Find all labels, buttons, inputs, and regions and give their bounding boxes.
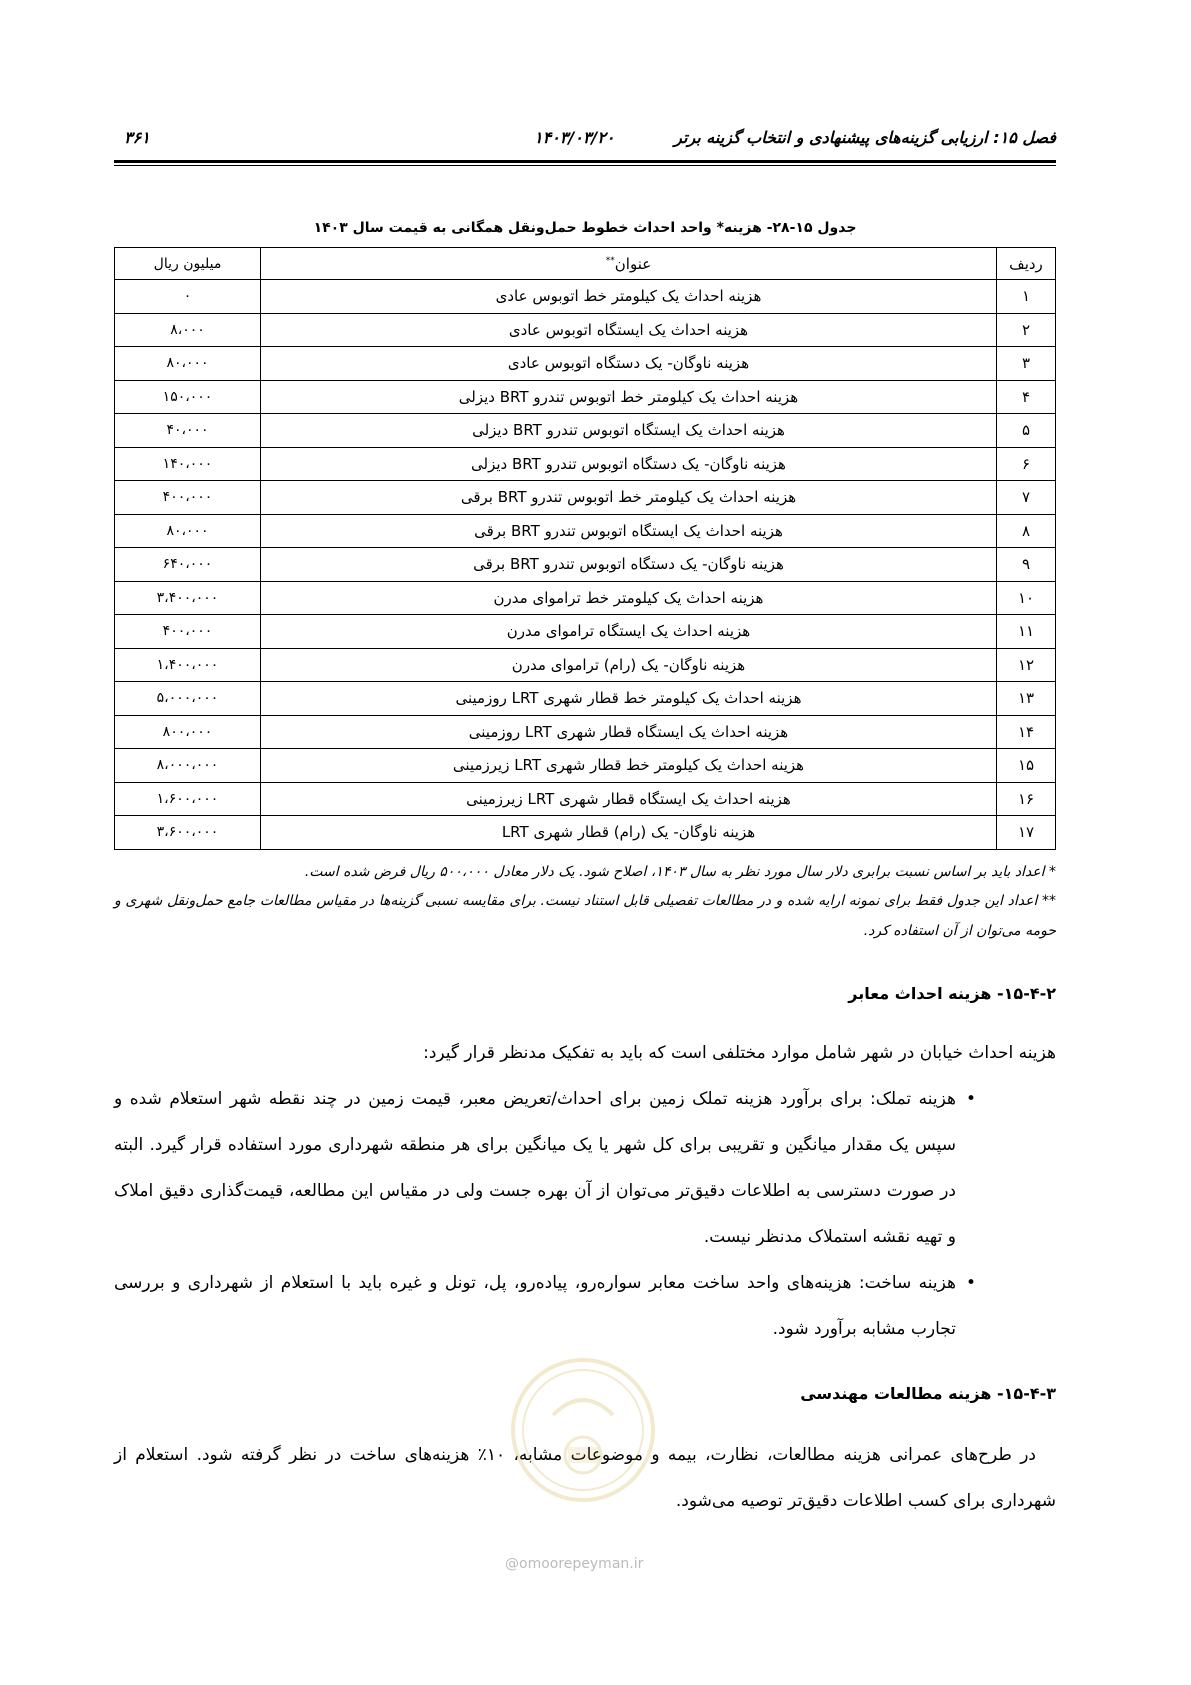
row-value: ۸۰،۰۰۰ xyxy=(115,514,261,548)
row-title: هزینه احداث یک ایستگاه اتوبوس عادی xyxy=(261,313,997,347)
row-value: ۳،۴۰۰،۰۰۰ xyxy=(115,581,261,615)
table-row xyxy=(115,682,1056,716)
header-divider-thin xyxy=(114,165,1056,166)
row-idx: ۱۶ xyxy=(997,782,1056,816)
table-row xyxy=(115,514,1056,548)
row-title: هزینه احداث یک ایستگاه اتوبوس تندرو BRT دیزلی xyxy=(261,414,997,448)
cost-bullet-list xyxy=(114,1076,1056,1352)
row-value: ۶۴۰،۰۰۰ xyxy=(115,548,261,582)
table-caption: جدول ۱۵-۲۸- هزینه* واحد احداث خطوط حمل‌ونقل همگانی به قیمت سال ۱۴۰۳ xyxy=(313,220,857,236)
row-title: هزینه احداث یک کیلومتر خط اتوبوس تندرو BRT برقی xyxy=(261,481,997,515)
watermark-logo-icon xyxy=(508,1355,658,1505)
row-value: ۰ xyxy=(115,280,261,314)
table-row xyxy=(115,548,1056,582)
row-title: هزینه احداث یک کیلومتر خط اتوبوس تندرو BRT دیزلی xyxy=(261,380,997,414)
watermark-url: @omoorepeyman.ir xyxy=(505,1556,644,1572)
table-row xyxy=(115,313,1056,347)
table-row xyxy=(115,581,1056,615)
row-title: هزینه احداث یک کیلومتر خط قطار شهری LRT زیرزمینی xyxy=(261,749,997,783)
row-title: هزینه احداث یک ایستگاه قطار شهری LRT زیرزمینی xyxy=(261,782,997,816)
row-idx: ۵ xyxy=(997,414,1056,448)
row-value: ۸۰۰،۰۰۰ xyxy=(115,715,261,749)
table-row xyxy=(115,280,1056,314)
header-date: ۱۴۰۳/۰۳/۲۰ xyxy=(534,128,615,147)
row-idx: ۱۲ xyxy=(997,648,1056,682)
table-row xyxy=(115,380,1056,414)
table-note-1: * اعداد باید بر اساس نسبت برابری دلار سال مورد نظر به سال ۱۴۰۳، اصلاح شود. یک دلار معادل ۵۰۰،۰۰۰ ریال فرض شده است. xyxy=(304,864,1056,880)
row-title: هزینه احداث یک ایستگاه تراموای مدرن xyxy=(261,615,997,649)
row-title: هزینه احداث یک ایستگاه اتوبوس تندرو BRT برقی xyxy=(261,514,997,548)
row-value: ۱،۶۰۰،۰۰۰ xyxy=(115,782,261,816)
row-idx: ۴ xyxy=(997,380,1056,414)
row-title: هزینه ناوگان- یک دستگاه اتوبوس تندرو BRT دیزلی xyxy=(261,447,997,481)
row-value: ۳،۶۰۰،۰۰۰ xyxy=(115,816,261,850)
row-idx: ۶ xyxy=(997,447,1056,481)
table-row xyxy=(115,816,1056,850)
row-value: ۱۵۰،۰۰۰ xyxy=(115,380,261,414)
row-value: ۴۰۰،۰۰۰ xyxy=(115,615,261,649)
bullet-item-construction: • هزینه ساخت: هزینه‌های واحد ساخت معابر سواره‌رو، پیاده‌رو، پل، تونل و غیره باید با استعلام از شهرداری و بررسی تجارب مشابه برآورد شود. xyxy=(114,1260,1056,1352)
row-title: هزینه احداث یک ایستگاه قطار شهری LRT روزمینی xyxy=(261,715,997,749)
header-divider xyxy=(114,160,1056,163)
header-title-mark: ** xyxy=(605,255,615,266)
row-title: هزینه ناوگان- یک (رام) قطار شهری LRT xyxy=(261,816,997,850)
row-idx: ۹ xyxy=(997,548,1056,582)
chapter-title: فصل ۱۵: ارزیابی گزینه‌های پیشنهادی و انتخاب گزینه برتر xyxy=(674,128,1056,147)
table-row xyxy=(115,648,1056,682)
page-header xyxy=(114,128,1056,154)
row-title: هزینه احداث یک کیلومتر خط قطار شهری LRT روزمینی xyxy=(261,682,997,716)
table-row xyxy=(115,447,1056,481)
table-row xyxy=(115,414,1056,448)
row-value: ۴۰،۰۰۰ xyxy=(115,414,261,448)
row-idx: ۱۵ xyxy=(997,749,1056,783)
header-idx: ردیف xyxy=(997,248,1056,280)
row-title: هزینه ناوگان- یک دستگاه اتوبوس تندرو BRT برقی xyxy=(261,548,997,582)
row-idx: ۱۳ xyxy=(997,682,1056,716)
row-idx: ۱۰ xyxy=(997,581,1056,615)
table-row xyxy=(115,715,1056,749)
section-heading-engineering: ۱۵-۴-۳- هزینه مطالعات مهندسی xyxy=(800,1384,1056,1403)
row-value: ۱۴۰،۰۰۰ xyxy=(115,447,261,481)
engineering-paragraph: در طرح‌های عمرانی هزینه مطالعات، نظارت، بیمه و موضوعات مشابه، ۱۰٪ هزینه‌های ساخت در نظر گرفته شود. استعلام از شهرداری برای کسب اطلاعات دقیق‌تر توصیه می‌شود. xyxy=(114,1445,1056,1511)
row-idx: ۳ xyxy=(997,347,1056,381)
header-title-text: عنوان xyxy=(614,254,652,273)
section-intro: هزینه احداث خیابان در شهر شامل موارد مختلفی است که باید به تفکیک مدنظر قرار گیرد: xyxy=(423,1043,1056,1063)
row-value: ۸،۰۰۰،۰۰۰ xyxy=(115,749,261,783)
row-idx: ۸ xyxy=(997,514,1056,548)
row-value: ۱،۴۰۰،۰۰۰ xyxy=(115,648,261,682)
row-title: هزینه احداث یک کیلومتر خط اتوبوس عادی xyxy=(261,280,997,314)
row-idx: ۱ xyxy=(997,280,1056,314)
table-row xyxy=(115,749,1056,783)
row-idx: ۷ xyxy=(997,481,1056,515)
table-row xyxy=(115,615,1056,649)
table-row xyxy=(115,481,1056,515)
table-row xyxy=(115,782,1056,816)
table-note-2: ** اعداد این جدول فقط برای نمونه ارایه شده و در مطالعات تفصیلی قابل استناد نیست. برای مقایسه نسبی گزینه‌ها در مقیاس مطالعات جامع حمل‌ونقل شهری و حومه می‌توان از آن استفاده کرد. xyxy=(114,893,1056,939)
cost-table xyxy=(114,247,1056,850)
table-row xyxy=(115,347,1056,381)
row-idx: ۱۷ xyxy=(997,816,1056,850)
header-title xyxy=(261,248,997,280)
row-title: هزینه ناوگان- یک دستگاه اتوبوس عادی xyxy=(261,347,997,381)
row-value: ۸۰،۰۰۰ xyxy=(115,347,261,381)
row-value: ۴۰۰،۰۰۰ xyxy=(115,481,261,515)
row-idx: ۱۱ xyxy=(997,615,1056,649)
header-value: میلیون ریال xyxy=(115,248,261,280)
row-title: هزینه ناوگان- یک (رام) تراموای مدرن xyxy=(261,648,997,682)
page-number: ۳۶۱ xyxy=(124,128,150,147)
table-header-row xyxy=(115,248,1056,280)
section-heading-road-cost: ۱۵-۴-۲- هزینه احداث معابر xyxy=(848,984,1056,1003)
row-value: ۸،۰۰۰ xyxy=(115,313,261,347)
table-body xyxy=(115,280,1056,850)
row-value: ۵،۰۰۰،۰۰۰ xyxy=(115,682,261,716)
row-idx: ۱۴ xyxy=(997,715,1056,749)
bullet-item-land: • هزینه تملک: برای برآورد هزینه تملک زمین برای احداث/تعریض معبر، قیمت زمین در چند نقطه شهر استعلام شده و سپس یک مقدار میانگین و تقریبی برای کل شهر یا یک میانگین برای هر منطقه شهرداری مورد استفاده قرار گیرد. البته در صورت دسترسی به اطلاعات دقیق‌تر می‌توان از آن بهره جست ولی در مقیاس این مطالعه، قیمت‌گذاری دقیق املاک و تهیه نقشه استملاک مدنظر نیست. xyxy=(114,1076,1056,1260)
row-title: هزینه احداث یک کیلومتر خط تراموای مدرن xyxy=(261,581,997,615)
row-idx: ۲ xyxy=(997,313,1056,347)
